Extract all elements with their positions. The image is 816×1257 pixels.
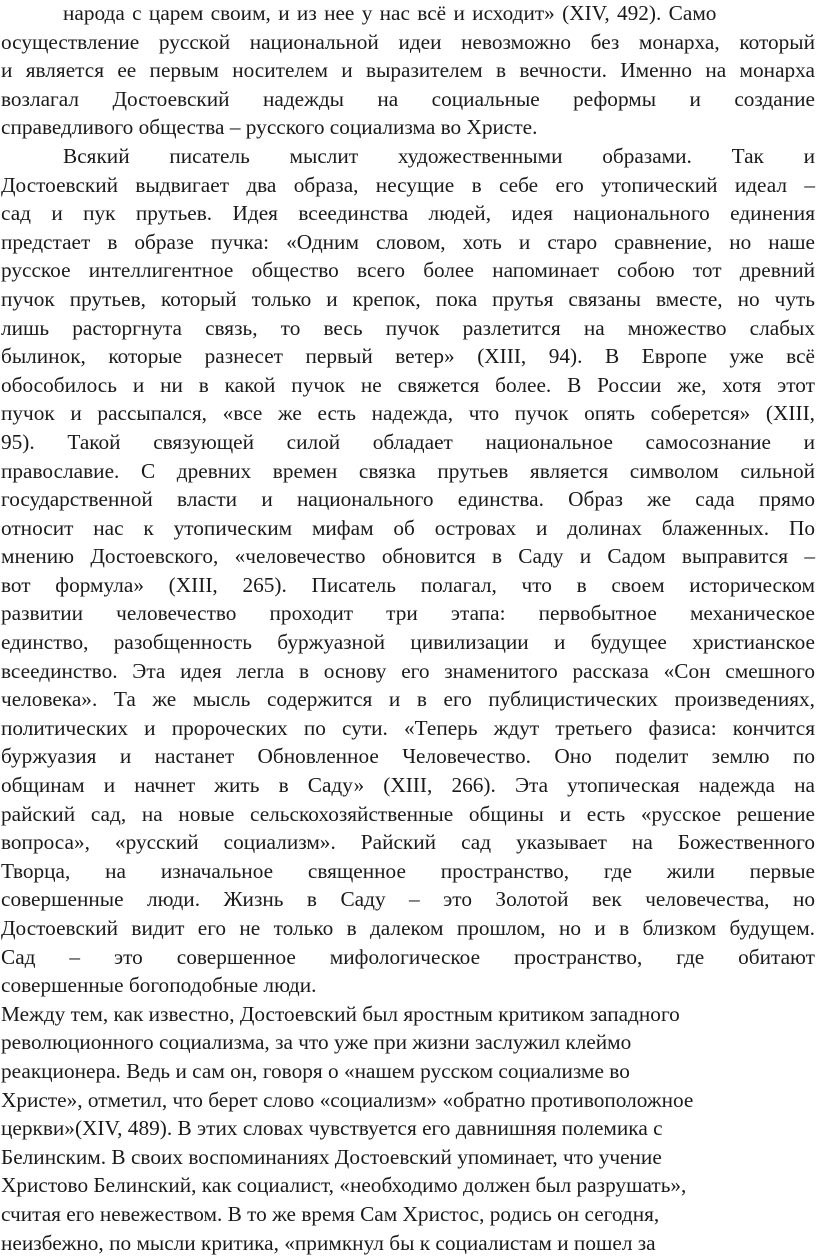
paragraph-3 [1,1000,815,1257]
text-line: вопроса», «русский социализм». Райский сад указывает на Божественного [1,830,815,855]
text-line: предстает в образе пучка: «Одним словом, хоть и старо сравнение, но наше [1,229,815,254]
text-line: буржуазия и настанет Обновленное Человечество. Оно поделит землю по [1,744,815,769]
text-line: человека». Та же мысль содержится и в его публицистических произведениях, [1,687,815,712]
text-line: считая его невежеством. В то же время Сам Христос, родись он сегодня, [1,1201,660,1226]
text-line: совершенные богоподобные люди. [1,973,317,998]
text-line: революционного социализма, за что уже при жизни заслужил клеймо [1,1030,632,1055]
text-line: совершенные люди. Жизнь в Саду – это Золотой век человечества, но [1,887,815,912]
text-line: государственной власти и национального единства. Образ же сада прямо [1,487,815,512]
text-line: Всякий писатель мыслит художественными образами. Так и [63,143,815,168]
text-line: сад и пук прутьев. Идея всеединства людей, идея национального единения [1,201,815,226]
text-line: православие. С древних времен связка прутьев является символом сильной [1,458,815,483]
text-line: 95). Такой связующей силой обладает национальное самосознание и [1,429,815,454]
text-line: справедливого общества – русского социализма во Христе. [1,115,538,140]
text-line: относит нас к утопическим мифам об островах и долинах блаженных. По [1,515,815,540]
text-line: вот формула» (XIII, 265). Писатель полагал, что в своем историческом [1,572,815,597]
text-line: единство, разобщенность буржуазной цивилизации и будущее христианское [1,630,815,655]
text-line: мнению Достоевского, «человечество обновится в Саду и Садом выправится – [1,544,815,569]
text-line: возлагал Достоевский надежды на социальные реформы и создание [1,86,815,111]
text-line: церкви»(XIV, 489). В этих словах чувствуется его давнишняя полемика с [1,1116,663,1141]
text-line: политических и пророческих по сути. «Теперь ждут третьего фазиса: кончится [1,715,815,740]
text-line: Между тем, как известно, Достоевский был яростным критиком западного [1,1001,680,1026]
text-line: общинам и начнет жить в Саду» (XIII, 266). Эта утопическая надежда на [1,773,815,798]
text-line: райский сад, на новые сельскохозяйственные общины и есть «русское решение [1,801,815,826]
text-line: Сад – это совершенное мифологическое пространство, где обитают [1,944,815,969]
text-line: реакционера. Ведь и сам он, говоря о «нашем русском социализме во [1,1058,630,1083]
paragraph-1 [1,0,815,142]
paragraph-2 [1,142,815,1000]
text-line: пучок и рассыпался, «все же есть надежда, что пучок опять соберется» (XIII, [1,401,815,426]
text-line: неизбежно, по мысли критика, «примкнул бы к социалистам и пошел за [1,1230,656,1255]
text-line: Достоевский видит его не только в далеком прошлом, но и в близком будущем. [1,916,815,940]
text-line: всеединство. Эта идея легла в основу его знаменитого рассказа «Сон смешного [1,658,815,683]
text-line: Христе», отметил, что берет слово «социализм» «обратно противоположное [1,1087,694,1112]
text-line: пучок прутьев, который только и крепок, пока прутья связаны вместе, но чуть [1,286,815,311]
text-line: обособилось и ни в какой пучок не свяжется более. В России же, хотя этот [1,372,815,397]
text-line: былинок, которые разнесет первый ветер» (XIII, 94). В Европе уже всё [1,344,815,369]
text-line: и является ее первым носителем и выразителем в вечности. Именно на монарха [1,58,815,83]
text-line: Христово Белинский, как социалист, «необходимо должен был разрушать», [1,1173,687,1198]
text-line: развитии человечество проходит три этапа: первобытное механическое [1,601,815,626]
text-line: Белинским. В своих воспоминаниях Достоевский упоминает, что учение [1,1144,662,1169]
text-line: лишь расторгнута связь, то весь пучок разлетится на множество слабых [1,315,815,340]
text-line: осуществление русской национальной идеи невозможно без монарха, который [1,29,815,54]
text-line: народа с царем своим, и из нее у нас всё и исходит» (XIV, 492). Само [63,1,717,25]
text-line: Достоевский выдвигает два образа, несущие в себе его утопический идеал – [1,172,815,197]
text-line: Творца, на изначальное священное пространство, где жили первые [1,858,815,883]
text-line: русское интеллигентное общество всего более напоминает собою тот древний [1,258,815,283]
